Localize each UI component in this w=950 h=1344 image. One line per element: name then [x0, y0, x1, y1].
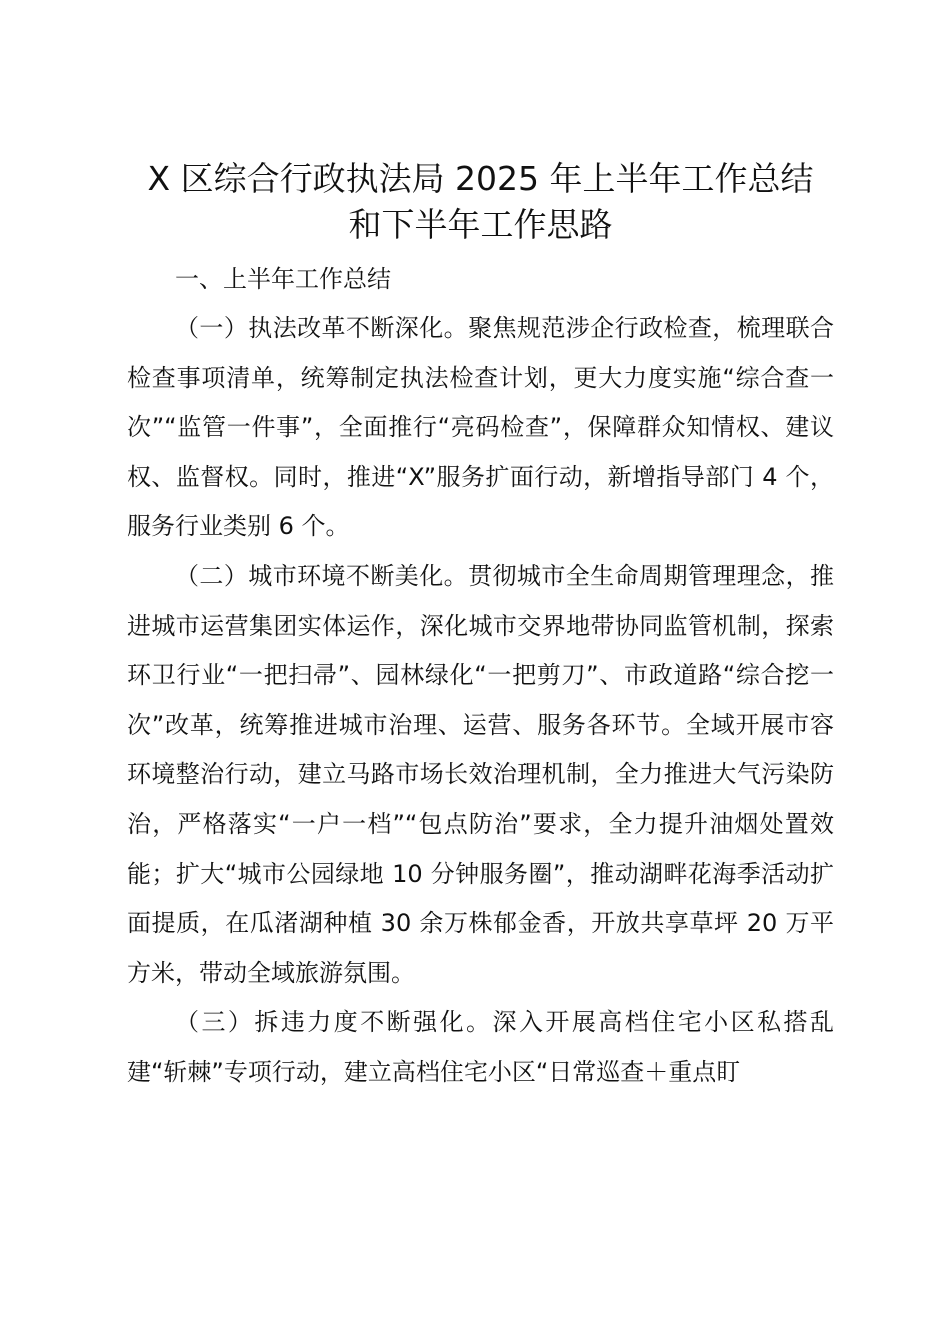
paragraph-2-body: 贯彻城市全生命周期管理理念，推进城市运营集团实体运作，深化城市交界地带协同监管机制，探索环卫行业“一把扫帚”、园林绿化“一把剪刀”、市政道路“综合挖一次”改革，统筹推进城市治理、运营、服务各环节。全域开展市容环境整治行动，建立马路市场长效治理机制，全力推进大气污染防治，严格落实“一户一档”“包点防治”要求，全力提升油烟处置效能；扩大“城市公园绿地 10 分钟服务圈”，推动湖畔花海季活动扩面提质，在瓜渚湖种植 30 余万株郁金香，开放共享草坪 20 万平方米，带动全域旅游氛围。	[127, 561, 835, 987]
paragraph-3-body: 深入开展高档住宅小区私搭乱建“斩棘”专项行动，建立高档住宅小区“日常巡查＋重点盯	[127, 1008, 834, 1086]
title-line-2: 和下半年工作思路	[348, 205, 613, 244]
paragraph-3-lead: （三）拆违力度不断强化。	[175, 1008, 493, 1037]
paragraph-1-lead: （一）执法改革不断深化。	[175, 314, 469, 342]
document-title	[117, 156, 844, 248]
title-line-1: X 区综合行政执法局 2025 年上半年工作总结	[147, 159, 814, 198]
paragraph-2	[127, 552, 834, 998]
paragraph-2-lead: （二）城市环境不断美化。	[175, 561, 469, 590]
paragraph-1	[127, 304, 834, 552]
section-heading: 一、上半年工作总结	[175, 265, 391, 293]
paragraph-3	[127, 998, 834, 1097]
paragraph-1-body: 聚焦规范涉企行政检查，梳理联合检查事项清单，统筹制定执法检查计划，更大力度实施“综合查一次”“监管一件事”，全面推行“亮码检查”，保障群众知情权、建议权、监督权。同时，推进“X”服务扩面行动，新增指导部门 4 个，服务行业类别 6 个。	[127, 314, 835, 541]
